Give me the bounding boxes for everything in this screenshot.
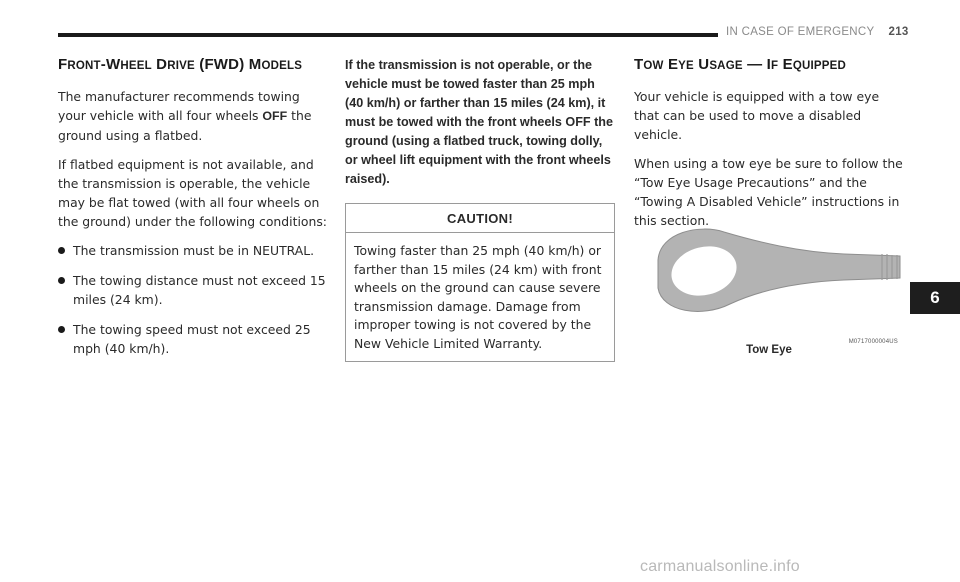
watermark: carmanualsonline.info [640,558,800,575]
page-number: 213 [888,26,909,38]
header-rule [58,33,718,37]
bullet-icon [58,247,65,254]
tow-eye-icon [648,220,902,332]
section-title: IN CASE OF EMERGENCY [726,26,875,38]
chapter-tab[interactable]: 6 [910,282,960,314]
caution-box [345,203,615,362]
bullet-icon [58,326,65,333]
list-item: The transmission must be in NEUTRAL. [58,241,328,260]
column-fwd [58,56,328,369]
list-item: The towing distance must not exceed 15 miles (24 km). [58,271,328,309]
list-item: The towing speed must not exceed 25 mph (40 km/h). [58,320,328,358]
running-head [726,26,909,38]
fwd-paragraph-2: If flatbed equipment is not available, and the transmission is operable, the vehicle may be flat towed (with all four wheels on the ground) under the following conditions: [58,157,327,229]
tow-eye-paragraph-1: Your vehicle is equipped with a tow eye that can be used to move a disabled vehicle. [634,89,880,142]
column-warning [345,56,615,362]
conditions-list [58,241,328,358]
caution-title: CAUTION! [346,204,614,233]
heading-fwd-models: FRONT-WHEEL DRIVE (FWD) MODELS [58,56,303,73]
fwd-paragraph-1: The manufacturer recommends towing your vehicle with all four wheels OFF the ground using a flatbed. [58,89,312,143]
caution-body: Towing faster than 25 mph (40 km/h) or farther than 15 miles (24 km) with front wheels on the ground can cause severe transmission damage. Damage from improper towing is not covered by the New Vehicle Limited Warranty. [354,243,602,351]
figure-caption: Tow Eye [746,344,792,356]
bullet-icon [58,277,65,284]
figure-code: M0717000004US [848,339,898,345]
heading-tow-eye-usage: TOW EYE USAGE — IF EQUIPPED [634,56,847,73]
warning-text: If the transmission is not operable, or the vehicle must be towed faster than 25 mph (40 km/h) or farther than 15 miles (24 km), it must be towed with the front wheels OFF the ground (using a flatbed truck, towing dolly, or wheel lift equipment with the front wheels raised). [345,58,613,186]
tow-eye-figure [648,220,902,345]
column-tow-eye [634,56,904,240]
tow-eye-paragraph-2: When using a tow eye be sure to follow the “Tow Eye Usage Precautions” and the “Towing A Disabled Vehicle” instructions in this section. [634,156,903,228]
